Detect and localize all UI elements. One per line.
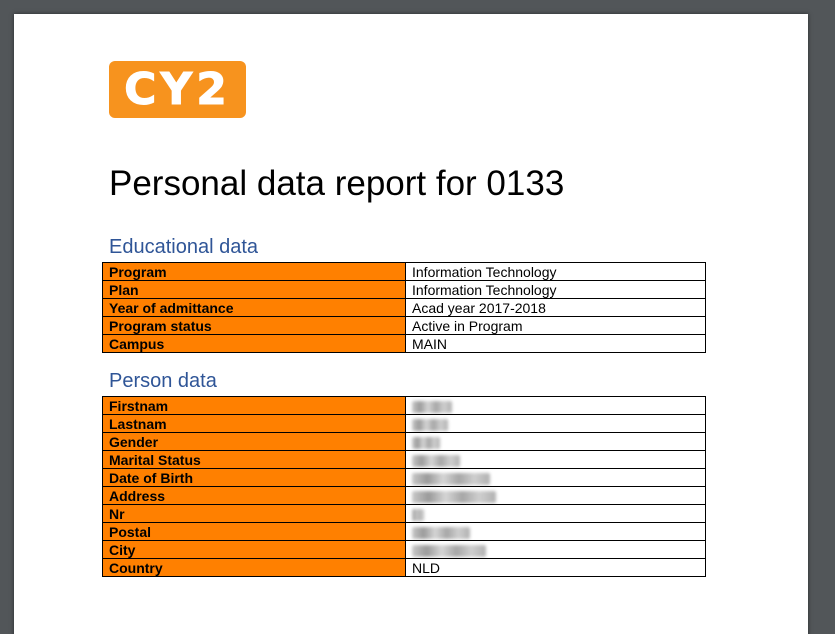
row-label: City <box>103 541 406 559</box>
table-row <box>103 415 706 433</box>
row-label: Firstnam <box>103 397 406 415</box>
row-label: Plan <box>103 281 406 299</box>
redacted-value <box>406 523 706 541</box>
row-label: Address <box>103 487 406 505</box>
row-label: Program <box>103 263 406 281</box>
row-label: Postal <box>103 523 406 541</box>
row-label: Country <box>103 559 406 577</box>
document-page <box>14 14 808 634</box>
redacted-value <box>406 397 706 415</box>
redacted-value <box>406 433 706 451</box>
educational-data-table <box>102 262 706 353</box>
redacted-value <box>406 469 706 487</box>
redaction-blur <box>412 527 470 539</box>
table-row <box>103 523 706 541</box>
row-label: Marital Status <box>103 451 406 469</box>
row-value: Acad year 2017-2018 <box>406 299 706 317</box>
table-row <box>103 263 706 281</box>
row-value: Active in Program <box>406 317 706 335</box>
redaction-blur <box>412 455 460 467</box>
redacted-value <box>406 451 706 469</box>
redaction-blur <box>412 437 440 449</box>
table-row <box>103 487 706 505</box>
table-row <box>103 433 706 451</box>
redacted-value <box>406 541 706 559</box>
row-label: Date of Birth <box>103 469 406 487</box>
row-label: Gender <box>103 433 406 451</box>
redacted-value <box>406 415 706 433</box>
person-data-table <box>102 396 706 577</box>
redacted-value <box>406 487 706 505</box>
row-label: Campus <box>103 335 406 353</box>
table-row <box>103 397 706 415</box>
row-label: Lastnam <box>103 415 406 433</box>
logo-text: CY2 <box>124 63 231 115</box>
row-label: Nr <box>103 505 406 523</box>
table-row <box>103 451 706 469</box>
redaction-blur <box>412 509 424 521</box>
redaction-blur <box>412 473 490 485</box>
table-row <box>103 299 706 317</box>
table-row <box>103 559 706 577</box>
educational-data-heading: Educational data <box>109 236 259 258</box>
row-value: Information Technology <box>406 281 706 299</box>
table-row <box>103 469 706 487</box>
redacted-value <box>406 505 706 523</box>
table-row <box>103 541 706 559</box>
redaction-blur <box>412 545 486 557</box>
company-logo <box>109 61 246 118</box>
row-label: Program status <box>103 317 406 335</box>
redaction-blur <box>412 419 448 431</box>
table-row <box>103 335 706 353</box>
table-row <box>103 317 706 335</box>
row-value: NLD <box>406 559 706 577</box>
person-data-heading: Person data <box>109 370 217 392</box>
report-title: Personal data report for 0133 <box>109 164 565 203</box>
redaction-blur <box>412 401 452 413</box>
table-row <box>103 505 706 523</box>
row-label: Year of admittance <box>103 299 406 317</box>
row-value: MAIN <box>406 335 706 353</box>
row-value: Information Technology <box>406 263 706 281</box>
table-row <box>103 281 706 299</box>
redaction-blur <box>412 491 496 503</box>
